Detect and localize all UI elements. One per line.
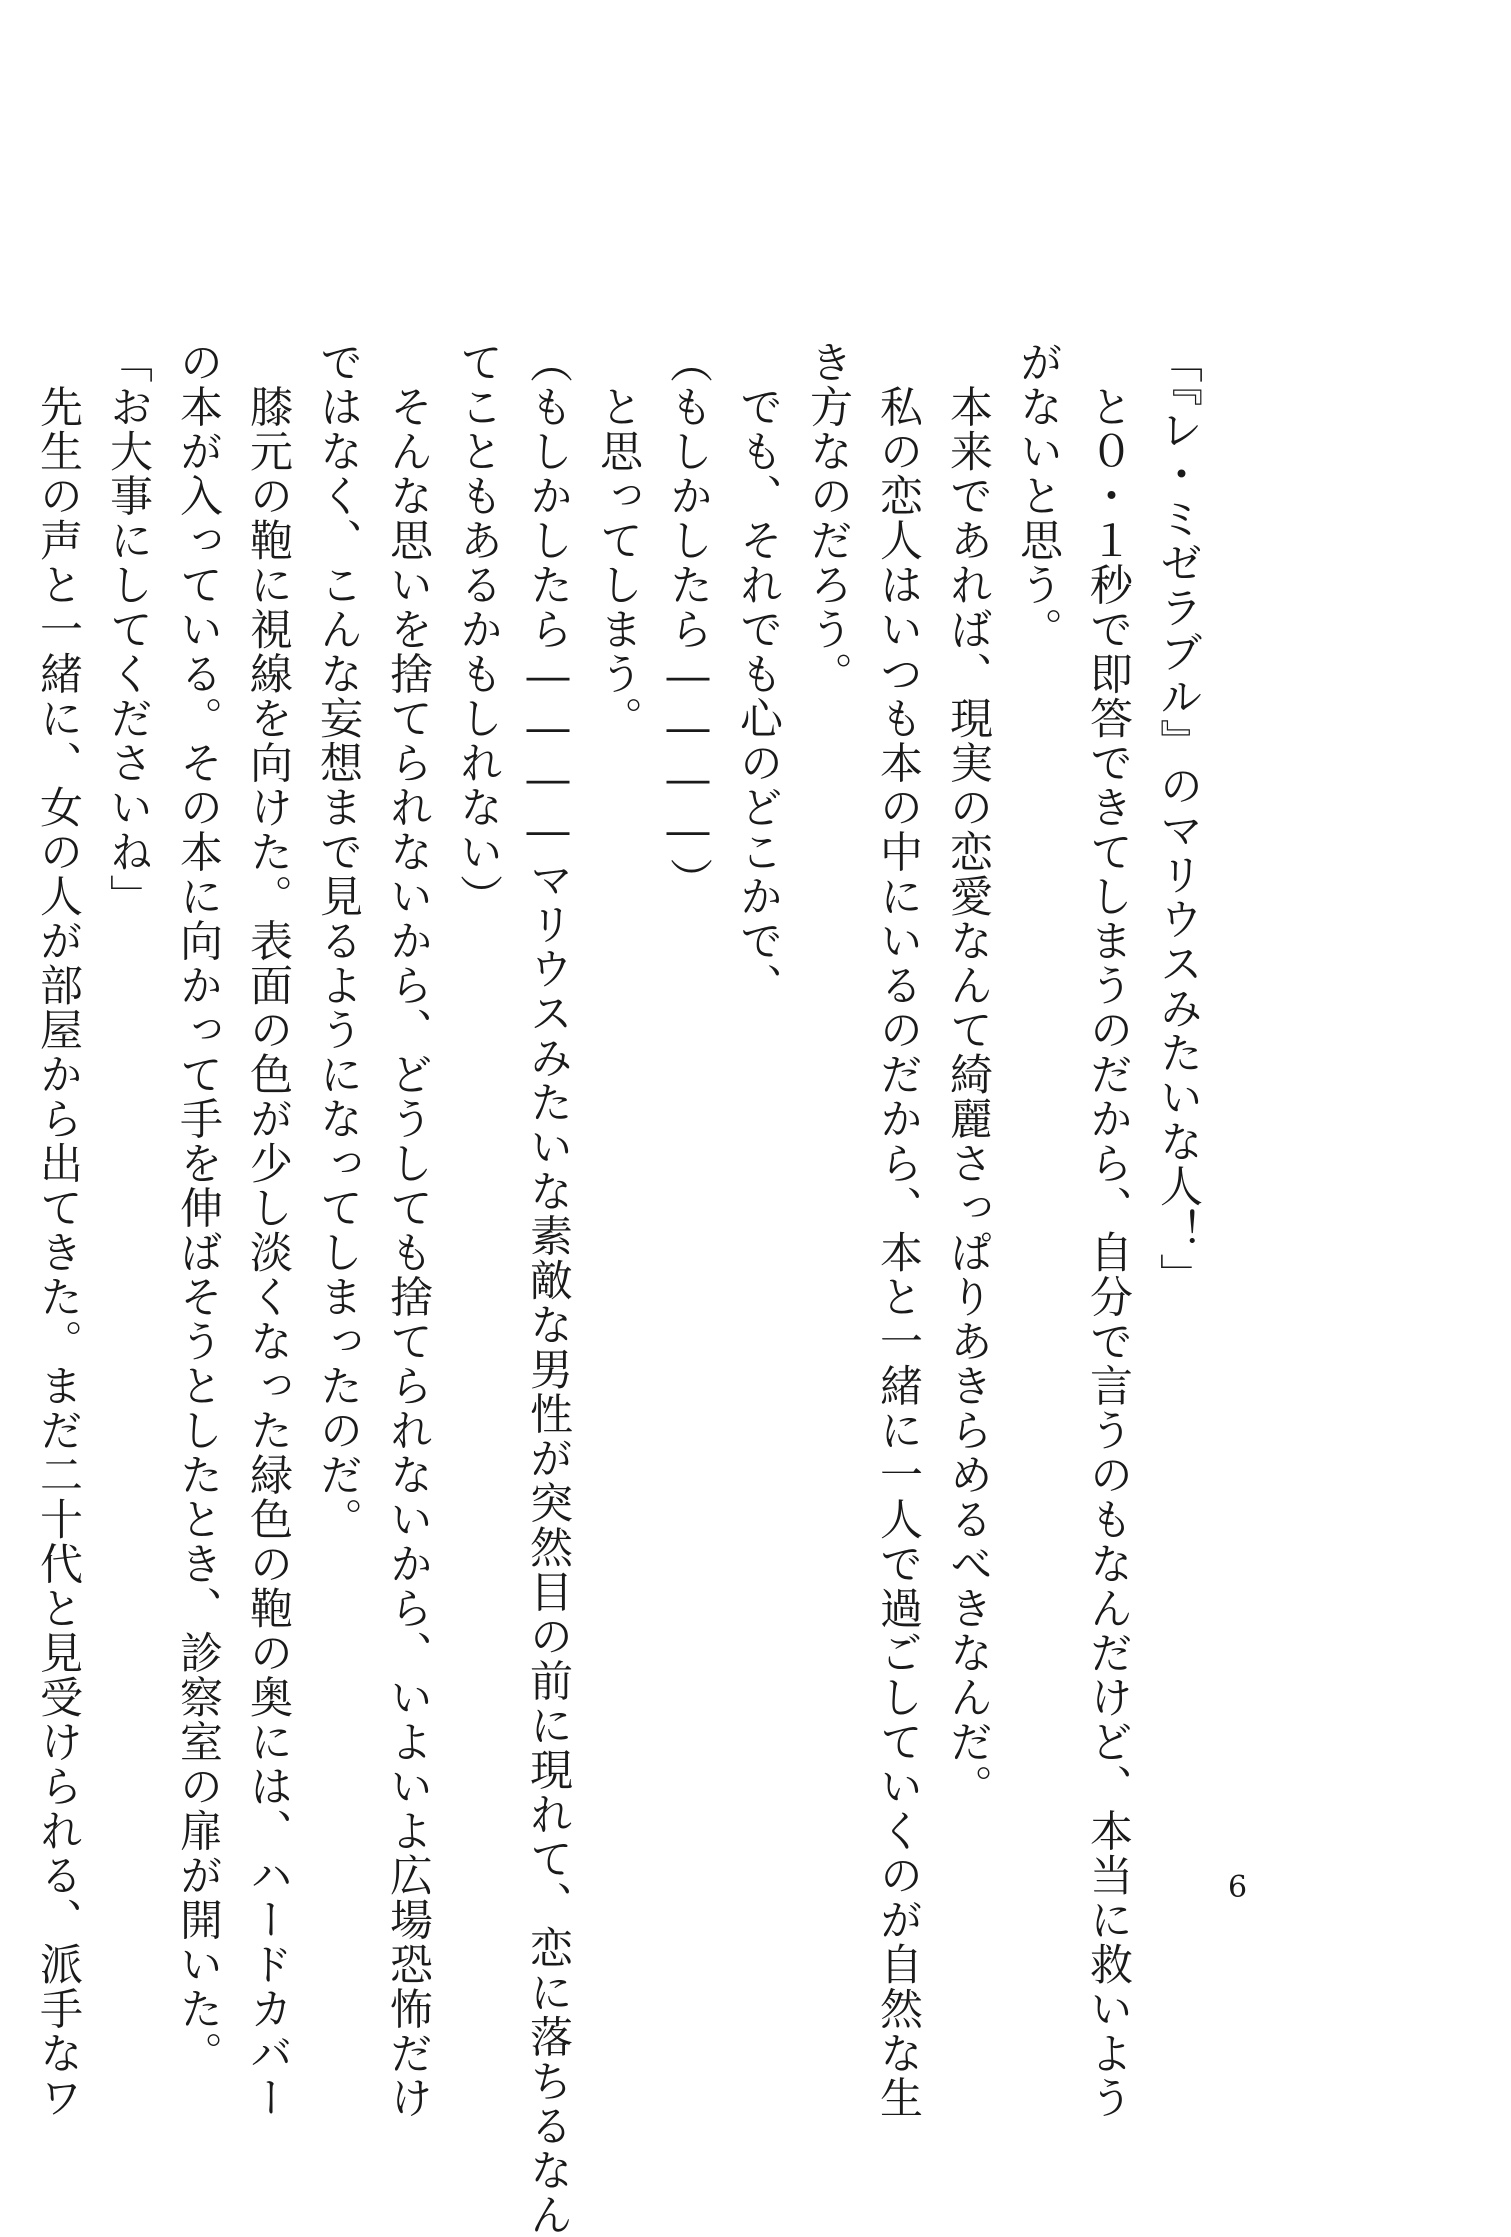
text-line: てこともあるかもしれない） [453,340,503,919]
text-line: （もしかしたら――――） [663,340,713,902]
text-line: がないと思う。 [1013,340,1063,652]
text-line: 本来であれば、現実の恋愛なんて綺麗さっぱりあきらめるべきなんだ。 [943,340,993,1809]
text-line: 「『レ・ミゼラブル』のマリウスみたいな人！」 [1153,340,1203,1298]
text-line: の本が入っている。その本に向かって手を伸ばそうとしたとき、診察室の扉が開いた。 [173,340,223,2076]
text-line: そんな思いを捨てられないから、どうしても捨てられないから、いよいよ広場恐怖だけ [383,340,433,2120]
text-line: と思ってしまう。 [593,340,643,741]
text-line: （もしかしたら――――マリウスみたいな素敵な男性が突然目の前に現れて、恋に落ちるなん [523,340,573,2237]
text-line: き方なのだろう。 [803,340,853,696]
text-line: 「お大事にしてくださいね」 [103,340,153,919]
text-line: 膝元の鞄に視線を向けた。表面の色が少し淡くなった緑色の鞄の奥には、ハードカバー [243,340,293,2120]
text-line: でも、それでも心のどこかで、 [733,340,783,1008]
text-line: と０・１秒で即答できてしまうのだから、自分で言うのもなんだけど、本当に救いよう [1083,340,1133,2120]
text-line: 私の恋人はいつも本の中にいるのだから、本と一緒に一人で過ごしていくのが自然な生 [873,340,923,2120]
text-line: ではなく、こんな妄想まで見るようになってしまったのだ。 [313,340,363,1542]
text-line: 先生の声と一緒に、女の人が部屋から出てきた。まだ二十代と見受けられる、派手なワ [33,340,83,2120]
vertical-text-body [23,340,1213,2237]
page-number: 6 [1228,1870,1248,1905]
